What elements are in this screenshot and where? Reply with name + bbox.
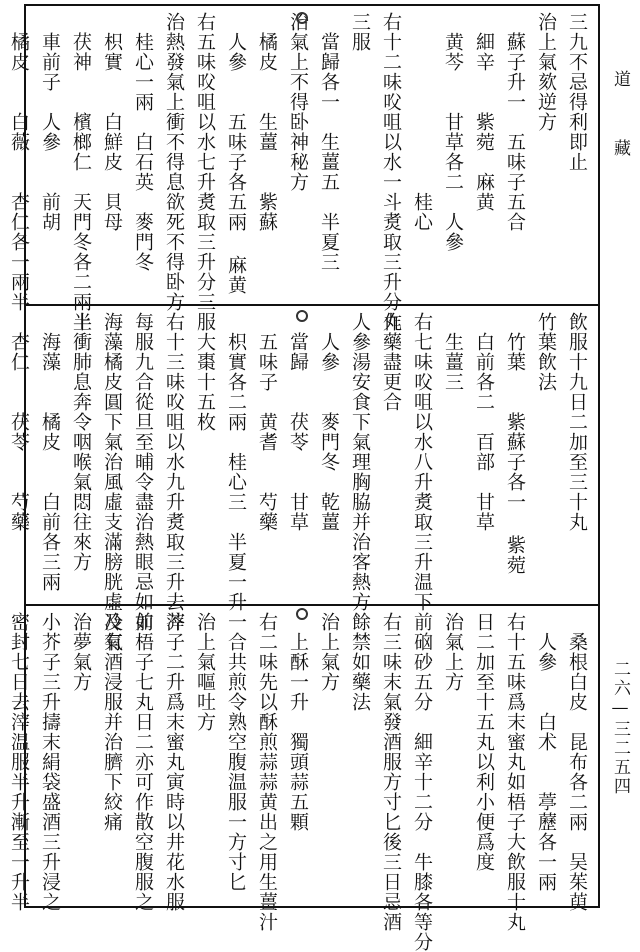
text-column: 右三味末氣發酒服方寸匕後三日忌酒 bbox=[380, 612, 402, 932]
text-column: 蘇子升一 五味子五合 bbox=[504, 12, 526, 232]
punch-hole-icon bbox=[296, 12, 308, 24]
text-column: 生薑三 bbox=[442, 312, 464, 392]
text-column: 上衝肺息奔令咽喉氣悶往來方 bbox=[70, 312, 92, 572]
text-column: 飲服十九日二加至三十丸 bbox=[566, 312, 588, 532]
text-column: 右七味㕮咀以水八升煑取三升温下前 bbox=[411, 312, 433, 632]
text-column: 三服 bbox=[349, 12, 371, 52]
text-column bbox=[0, 12, 3, 300]
text-column: 治氣上方 bbox=[442, 612, 464, 692]
text-column: 桑根白皮 昆布各二兩 吴茱萸 bbox=[566, 612, 588, 912]
text-column: 枳實各二兩 桂心三 半夏一升 bbox=[225, 312, 247, 612]
text-column: 茯神 檳榔仁 天門冬各二兩半 bbox=[70, 12, 92, 332]
text-column: 大棗十五枚 bbox=[194, 312, 216, 432]
text-column: 五味子 黄耆 芍藥 bbox=[256, 312, 278, 532]
text-column: 當歸各一 生薑五 半夏三 bbox=[318, 12, 340, 272]
column-group bbox=[0, 612, 592, 952]
text-column: 及有酒浸服并治臍下絞痛 bbox=[101, 612, 123, 832]
text-column: 杏仁 茯苓 芍藥 bbox=[8, 312, 30, 532]
text-column: 右十三味㕮咀以水九升煑取三升去滓 bbox=[163, 312, 185, 632]
text-column: 每服九合從旦至晡令盡治熱眼忌如前 bbox=[132, 312, 154, 632]
text-column: 餘禁如藥法 bbox=[349, 612, 371, 712]
text-column: 人參 白术 葶藶各一兩 bbox=[535, 612, 557, 892]
text-column: 竹葉飲法 bbox=[535, 312, 557, 392]
text-column: 丸藥盡更合 bbox=[380, 312, 402, 412]
text-column: 細辛 紫菀 麻黄 bbox=[473, 12, 495, 212]
text-column: 治夢氣方 bbox=[70, 612, 92, 692]
text-column: 橘皮 白薇 杏仁各一兩半 bbox=[8, 12, 30, 312]
text-column: 車前子 人參 前胡 bbox=[39, 12, 61, 232]
page-frame bbox=[8, 4, 600, 952]
text-column: 右五味㕮咀以水七升煑取三升分三服 bbox=[194, 12, 216, 332]
text-column: 芥子二升爲末蜜丸寅時以井花水服 bbox=[163, 612, 185, 912]
text-column: 右十二味㕮咀以水一斗煑取三升分作 bbox=[380, 12, 402, 332]
text-column: 如梧子七丸日二亦可作散空腹服之 bbox=[132, 612, 154, 912]
text-column: 治上氣方 bbox=[318, 612, 340, 692]
text-column: 人參湯安食下氣理胸脇并治客熱方 bbox=[349, 312, 371, 612]
column-group bbox=[0, 12, 592, 332]
text-column: 人參 五味子各五兩 麻黄 bbox=[225, 12, 247, 295]
text-column: 三九不忌得利即止 bbox=[566, 12, 588, 172]
text-column: 硇砂五分 細辛十二分 牛膝各等分 bbox=[411, 612, 433, 952]
text-column: 日二加至十五丸以利小便爲度 bbox=[473, 612, 495, 872]
text-column: 桂心一兩 白石英 麥門冬 bbox=[132, 12, 154, 272]
text-column: 桂心 bbox=[411, 12, 433, 232]
text-column: 治上氣嘔吐方 bbox=[194, 612, 216, 732]
text-panel-bottom bbox=[8, 606, 598, 952]
text-panel-top bbox=[8, 6, 598, 332]
margin-title: 道 藏 bbox=[610, 70, 630, 162]
margin-page-number: 二六—三二五四 bbox=[610, 660, 630, 796]
text-column: 一合共煎令熟空腹温服一方寸匕 bbox=[225, 612, 247, 892]
text-column: 海藻 橘皮 白前各三兩 bbox=[39, 312, 61, 592]
text-column: 右十五味爲末蜜丸如梧子大飲服十丸 bbox=[504, 612, 526, 932]
text-column: 右二味先以酥煎蒜蒜黄出之用生薑汁 bbox=[256, 612, 278, 932]
text-column: 小芥子三升擣末絹袋盛酒三升浸之 bbox=[39, 612, 61, 912]
text-column: 密封七日去滓温服半升漸至一升半 bbox=[8, 612, 30, 912]
text-column: 海藻橘皮圓下氣治風虛支滿膀胱虛冷氣 bbox=[101, 312, 123, 652]
text-column: 竹葉 紫蘇子各一 紫菀 bbox=[504, 312, 526, 575]
text-column: 當歸 茯苓 甘草 bbox=[287, 312, 309, 532]
text-column: 人參 麥門冬 乾薑 bbox=[318, 312, 340, 532]
text-column: 治熱發氣上衝不得息欲死不得卧方 bbox=[163, 12, 185, 312]
text-column: 治氣上不得卧神秘方 bbox=[287, 12, 309, 192]
text-column: 橘皮 生薑 紫蘇 bbox=[256, 12, 278, 232]
text-column bbox=[0, 312, 3, 600]
punch-hole-icon bbox=[296, 310, 308, 322]
text-column: 治上氣欬逆方 bbox=[535, 12, 557, 132]
text-column: 上酥一升 獨頭蒜五顆 bbox=[287, 612, 309, 832]
text-column: 白前各二 百部 甘草 bbox=[473, 312, 495, 532]
punch-hole-icon bbox=[296, 608, 308, 620]
text-column bbox=[0, 612, 3, 902]
text-column: 黄芩 甘草各二 人參 bbox=[442, 12, 464, 252]
text-column: 枳實 白鮮皮 貝母 bbox=[101, 12, 123, 232]
